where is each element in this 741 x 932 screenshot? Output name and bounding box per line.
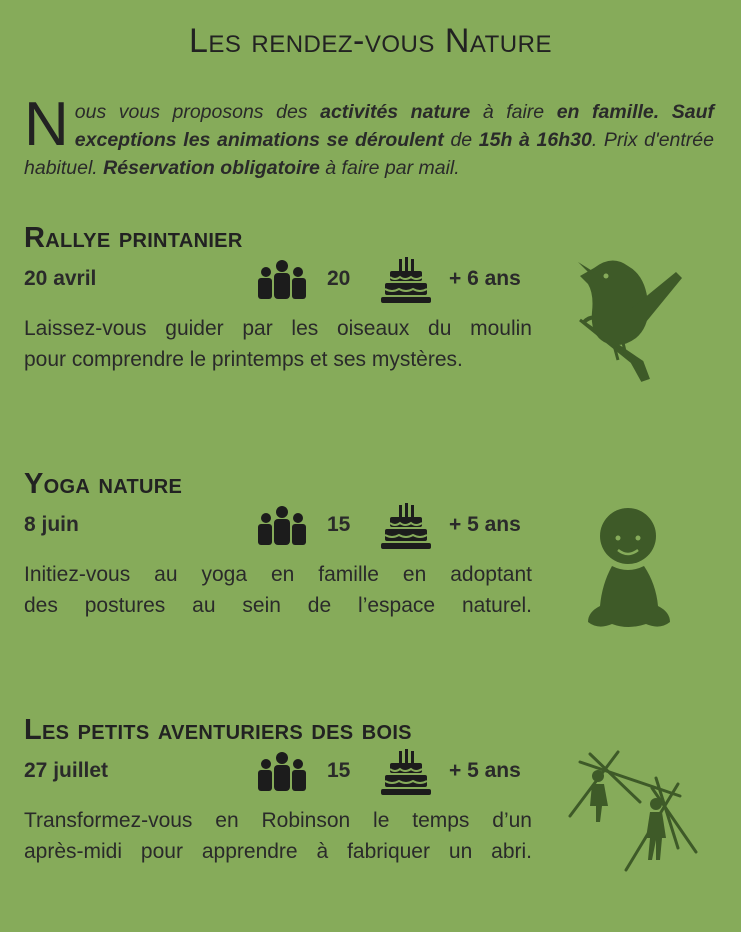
event-capacity: 15 (327, 513, 351, 536)
bird-icon (572, 250, 688, 386)
event-capacity: 20 (327, 267, 351, 290)
event-desc-line: après-midi pour apprendre à fabriquer un abri. (24, 840, 532, 863)
meditating-child-icon (588, 502, 670, 632)
shelter-builders-icon (560, 748, 710, 872)
group-people-icon (254, 505, 310, 549)
birthday-cake-icon (379, 747, 433, 799)
event-description (24, 313, 532, 375)
event-desc-line: pour comprendre le printemps et ses mystères. (24, 348, 463, 371)
event-desc-line: Transformez-vous en Robinson le temps d’un (24, 809, 532, 832)
page-title: Les rendez-vous Nature (189, 22, 552, 60)
event-age: + 5 ans (449, 759, 521, 782)
event-desc-line: des postures au sein de l’espace naturel. (24, 594, 532, 617)
event-description (24, 805, 532, 867)
intro-text-4: . Prix d'entrée habituel. (24, 129, 714, 179)
intro-bold-1: activités nature (320, 101, 471, 123)
event-description (24, 559, 532, 621)
intro-text-3: de (443, 129, 479, 151)
intro-bold-4: Réservation obligatoire (103, 157, 320, 179)
event-title: Les petits aventuriers des bois (24, 714, 412, 746)
event-title: Rallye printanier (24, 222, 243, 254)
event-age: + 5 ans (449, 513, 521, 536)
event-date: 20 avril (24, 267, 97, 290)
event-title: Yoga nature (24, 468, 183, 500)
event-date: 27 juillet (24, 759, 109, 782)
event-capacity: 15 (327, 759, 351, 782)
event-date: 8 juin (24, 513, 79, 536)
event-desc-line: Laissez-vous guider par les oiseaux du moulin (24, 317, 532, 340)
intro-bold-2: en famille. Sauf exceptions les animations se déroulent (74, 101, 714, 151)
intro-text-5: à faire par mail. (319, 157, 460, 179)
intro-text-1: ous vous proposons des (74, 101, 321, 123)
intro-paragraph (24, 90, 714, 182)
intro-text-2: à faire (470, 101, 557, 123)
event-age: + 6 ans (449, 267, 521, 290)
birthday-cake-icon (379, 501, 433, 553)
intro-dropcap: N (24, 90, 69, 159)
event-desc-line: Initiez-vous au yoga en famille en adoptant (24, 563, 532, 586)
group-people-icon (254, 751, 310, 795)
birthday-cake-icon (379, 255, 433, 307)
intro-bold-3: 15h à 16h30 (478, 129, 592, 151)
group-people-icon (254, 259, 310, 303)
